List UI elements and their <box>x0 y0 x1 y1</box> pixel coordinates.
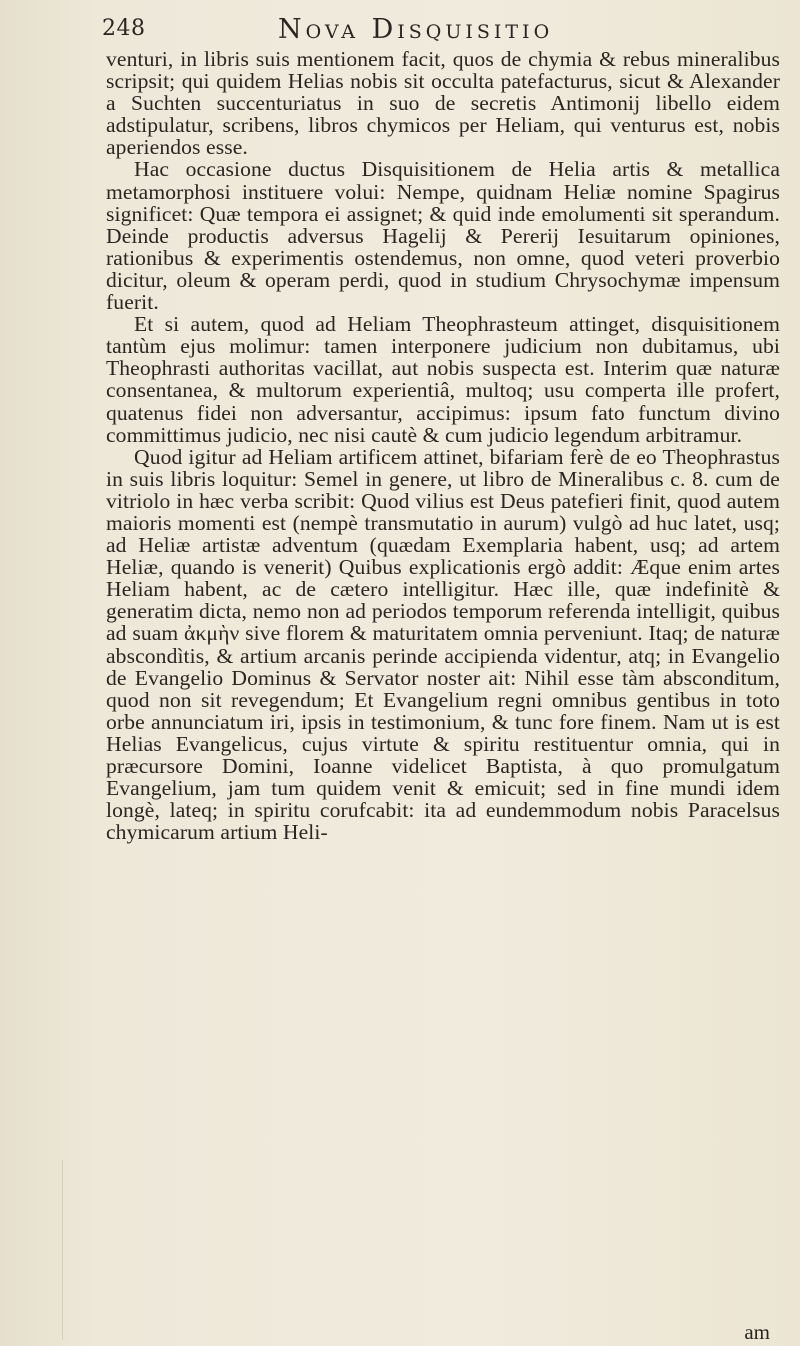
body-text <box>106 48 780 843</box>
paragraph: Hac occasione ductus Disquisitionem de Helia artis & metallica metamorphosi instituere volui: Nempe, quidnam Heliæ nomine Spagirus significet: Quæ tempora ei assignet; & quid inde emolumenti sit sperandum. Deinde productis adversus Hagelij & Pererij Iesuitarum opiniones, rationibus & experimentis ostendemus, non omne, quod veteri proverbio dicitur, oleum & operam perdi, quod in studium Chrysochymæ impensum fuerit. <box>106 157 780 315</box>
page-shadow-line <box>62 1160 63 1340</box>
page-header <box>102 14 780 48</box>
paragraph: venturi, in libris suis mentionem facit, quos de chymia & rebus mineralibus scripsit; qui quidem Helias nobis sit occulta patefacturus, sicut & Alexander a Suchten succenturiatus in suo de secretis Antimonij libello eidem adstipulatur, scribens, libros chymicos per Heliam, qui venturus est, nobis aperiendos esse. <box>106 47 780 160</box>
paragraph: Et si autem, quod ad Heliam Theophrasteum attinget, disquisitionem tantùm ejus molimur: tamen interponere judicium non dubitamus, ubi Theophrasti authoritas vacillat, aut nobis suspecta est. Interim quæ naturæ consentanea, & multorum experientiâ, multoq; usu comperta ille profert, quatenus fidei non adversantur, accipimus: ipsum fato functum divino committimus judicio, nec nisi cautè & cum judicio legendum arbitramur. <box>106 312 780 447</box>
catchword: am <box>744 1320 770 1344</box>
paragraph: Quod igitur ad Heliam artificem attinet, bifariam ferè de eo Theophrastus in suis libris loquitur: Semel in genere, ut libro de Mineralibus c. 8. cum de vitriolo in hæc verba scribit: Quod vilius est Deus patefieri finit, quod autem maioris momenti est (nempè transmutatio in aurum) vulgò ad huc latet, usq; ad Heliæ artistæ adventum (quædam Exemplaria habent, usq; ad artem Heliæ, quando is venerit) Quibus explicationis ergò addit: Æque enim artes Heliam habent, ac de cætero intelligitur. Hæc ille, quæ indefinitè & generatim dicta, nemo non ad periodos temporum referenda intelligit, quibus ad suam ἀκμὴν sive florem & maturitatem omnia perveniunt. Itaq; de naturæ abscondìtis, & artium arcanis perinde accipienda videntur, atq; in Evangelio de Evangelio Dominus & Servator noster ait: Nihil esse tàm absconditum, quod non sit revegendum; Et Evangelium regni omnibus gentibus in toto orbe annunciatum iri, ipsis in testimonium, & tunc fore finem. Nam ut is est Helias Evangelicus, cujus virtute & spiritu restituentur omnia, qui in præcursore Domini, Ioanne videlicet Baptista, à quo promulgatum Evangelium, jam tum quidem venit & emicuit; sed in fine mundi idem longè, lateq; in spiritu corufcabit: ita ad eundemmodum nobis Paracelsus chymicarum artium Heli- <box>106 444 780 845</box>
page-number: 248 <box>102 16 146 41</box>
running-head: Nova Disquisitio <box>278 14 554 45</box>
